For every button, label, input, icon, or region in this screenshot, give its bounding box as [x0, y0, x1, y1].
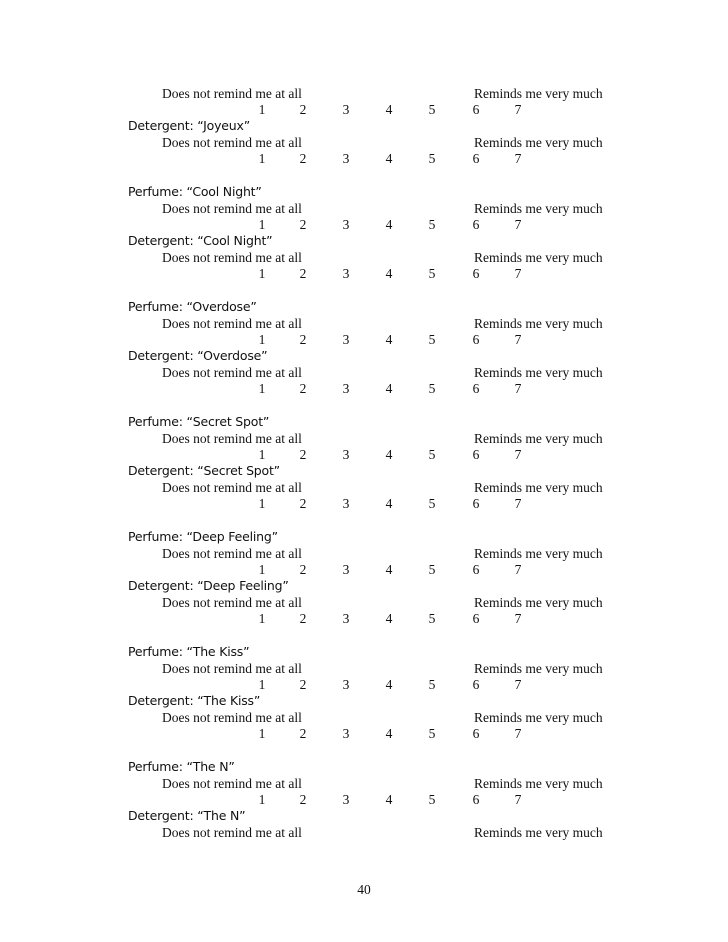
- scale-point-4[interactable]: 4: [385, 677, 393, 692]
- scale-point-7[interactable]: 7: [514, 562, 522, 577]
- scale-point-4[interactable]: 4: [385, 447, 393, 462]
- scale-row: [0, 217, 728, 233]
- scale-point-4[interactable]: 4: [385, 611, 393, 626]
- scale-point-5[interactable]: 5: [428, 611, 436, 626]
- item-label: Perfume: “The Kiss”: [128, 644, 250, 659]
- anchor-row: [0, 250, 728, 266]
- scale-point-3[interactable]: 3: [342, 266, 350, 281]
- scale-point-4[interactable]: 4: [385, 102, 393, 117]
- scale-point-3[interactable]: 3: [342, 332, 350, 347]
- left-anchor-text: Does not remind me at all: [162, 365, 302, 380]
- scale-point-4[interactable]: 4: [385, 217, 393, 232]
- scale-point-7[interactable]: 7: [514, 151, 522, 166]
- scale-point-7[interactable]: 7: [514, 792, 522, 807]
- scale-point-7[interactable]: 7: [514, 102, 522, 117]
- scale-point-6[interactable]: 6: [472, 792, 480, 807]
- scale-point-7[interactable]: 7: [514, 496, 522, 511]
- item-label: Perfume: “Cool Night”: [128, 184, 262, 199]
- scale-row: [0, 792, 728, 808]
- anchor-row: [0, 431, 728, 447]
- scale-point-6[interactable]: 6: [472, 381, 480, 396]
- right-anchor-text: Reminds me very much: [474, 825, 603, 840]
- scale-row: [0, 266, 728, 282]
- item-label: Perfume: “Overdose”: [128, 299, 257, 314]
- scale-row: [0, 562, 728, 578]
- scale-point-2[interactable]: 2: [299, 217, 307, 232]
- scale-point-7[interactable]: 7: [514, 611, 522, 626]
- item-label-row: [0, 414, 728, 430]
- scale-point-6[interactable]: 6: [472, 266, 480, 281]
- anchor-row: [0, 661, 728, 677]
- item-label-row: [0, 644, 728, 660]
- item-label: Detergent: “Overdose”: [128, 348, 268, 363]
- right-anchor-text: Reminds me very much: [474, 546, 603, 561]
- scale-point-4[interactable]: 4: [385, 562, 393, 577]
- scale-point-2[interactable]: 2: [299, 381, 307, 396]
- left-anchor-text: Does not remind me at all: [162, 825, 302, 840]
- right-anchor-text: Reminds me very much: [474, 661, 603, 676]
- right-anchor-text: Reminds me very much: [474, 480, 603, 495]
- scale-point-5[interactable]: 5: [428, 792, 436, 807]
- scale-row: [0, 496, 728, 512]
- anchor-row: [0, 480, 728, 496]
- left-anchor-text: Does not remind me at all: [162, 661, 302, 676]
- scale-point-1[interactable]: 1: [258, 332, 266, 347]
- scale-point-2[interactable]: 2: [299, 102, 307, 117]
- anchor-row: [0, 710, 728, 726]
- scale-point-6[interactable]: 6: [472, 217, 480, 232]
- scale-point-3[interactable]: 3: [342, 792, 350, 807]
- scale-row: [0, 447, 728, 463]
- scale-point-7[interactable]: 7: [514, 447, 522, 462]
- scale-point-1[interactable]: 1: [258, 792, 266, 807]
- scale-point-1[interactable]: 1: [258, 102, 266, 117]
- right-anchor-text: Reminds me very much: [474, 776, 603, 791]
- scale-point-7[interactable]: 7: [514, 726, 522, 741]
- scale-point-6[interactable]: 6: [472, 332, 480, 347]
- scale-point-5[interactable]: 5: [428, 266, 436, 281]
- left-anchor-text: Does not remind me at all: [162, 595, 302, 610]
- right-anchor-text: Reminds me very much: [474, 365, 603, 380]
- item-label: Perfume: “Deep Feeling”: [128, 529, 278, 544]
- anchor-row: [0, 365, 728, 381]
- right-anchor-text: Reminds me very much: [474, 250, 603, 265]
- left-anchor-text: Does not remind me at all: [162, 776, 302, 791]
- scale-point-3[interactable]: 3: [342, 381, 350, 396]
- anchor-row: [0, 135, 728, 151]
- anchor-row: [0, 546, 728, 562]
- scale-point-5[interactable]: 5: [428, 217, 436, 232]
- scale-point-4[interactable]: 4: [385, 151, 393, 166]
- left-anchor-text: Does not remind me at all: [162, 135, 302, 150]
- scale-point-6[interactable]: 6: [472, 677, 480, 692]
- item-label: Detergent: “Joyeux”: [128, 118, 250, 133]
- scale-point-7[interactable]: 7: [514, 266, 522, 281]
- scale-point-6[interactable]: 6: [472, 562, 480, 577]
- right-anchor-text: Reminds me very much: [474, 135, 603, 150]
- scale-point-3[interactable]: 3: [342, 447, 350, 462]
- scale-point-1[interactable]: 1: [258, 151, 266, 166]
- scale-point-6[interactable]: 6: [472, 496, 480, 511]
- item-label-row: [0, 578, 728, 594]
- scale-point-3[interactable]: 3: [342, 611, 350, 626]
- scale-point-1[interactable]: 1: [258, 726, 266, 741]
- page-number: 40: [357, 882, 371, 897]
- scale-point-5[interactable]: 5: [428, 726, 436, 741]
- scale-point-2[interactable]: 2: [299, 151, 307, 166]
- scale-point-1[interactable]: 1: [258, 611, 266, 626]
- item-label-row: [0, 463, 728, 479]
- left-anchor-text: Does not remind me at all: [162, 431, 302, 446]
- scale-row: [0, 102, 728, 118]
- scale-point-6[interactable]: 6: [472, 611, 480, 626]
- item-label-row: [0, 118, 728, 134]
- right-anchor-text: Reminds me very much: [474, 86, 603, 101]
- left-anchor-text: Does not remind me at all: [162, 316, 302, 331]
- right-anchor-text: Reminds me very much: [474, 710, 603, 725]
- scale-point-6[interactable]: 6: [472, 102, 480, 117]
- scale-point-1[interactable]: 1: [258, 381, 266, 396]
- scale-point-2[interactable]: 2: [299, 792, 307, 807]
- left-anchor-text: Does not remind me at all: [162, 480, 302, 495]
- scale-row: [0, 611, 728, 627]
- scale-point-3[interactable]: 3: [342, 102, 350, 117]
- item-label: Detergent: “The Kiss”: [128, 693, 261, 708]
- scale-point-4[interactable]: 4: [385, 792, 393, 807]
- scale-point-7[interactable]: 7: [514, 677, 522, 692]
- scale-point-5[interactable]: 5: [428, 496, 436, 511]
- item-label-row: [0, 529, 728, 545]
- item-label: Detergent: “Deep Feeling”: [128, 578, 289, 593]
- item-label-row: [0, 759, 728, 775]
- scale-row: [0, 726, 728, 742]
- scale-point-4[interactable]: 4: [385, 381, 393, 396]
- scale-point-6[interactable]: 6: [472, 151, 480, 166]
- anchor-row: [0, 201, 728, 217]
- scale-point-1[interactable]: 1: [258, 677, 266, 692]
- scale-point-2[interactable]: 2: [299, 496, 307, 511]
- scale-point-2[interactable]: 2: [299, 562, 307, 577]
- scale-point-3[interactable]: 3: [342, 562, 350, 577]
- item-label-row: [0, 348, 728, 364]
- item-label: Detergent: “The N”: [128, 808, 246, 823]
- scale-point-2[interactable]: 2: [299, 266, 307, 281]
- scale-point-5[interactable]: 5: [428, 102, 436, 117]
- item-label-row: [0, 233, 728, 249]
- scale-row: [0, 151, 728, 167]
- left-anchor-text: Does not remind me at all: [162, 86, 302, 101]
- scale-point-4[interactable]: 4: [385, 266, 393, 281]
- scale-point-5[interactable]: 5: [428, 332, 436, 347]
- scale-point-7[interactable]: 7: [514, 332, 522, 347]
- item-label: Detergent: “Secret Spot”: [128, 463, 280, 478]
- scale-point-2[interactable]: 2: [299, 447, 307, 462]
- left-anchor-text: Does not remind me at all: [162, 250, 302, 265]
- scale-point-1[interactable]: 1: [258, 266, 266, 281]
- scale-point-1[interactable]: 1: [258, 447, 266, 462]
- scale-point-3[interactable]: 3: [342, 677, 350, 692]
- scale-point-5[interactable]: 5: [428, 447, 436, 462]
- scale-point-5[interactable]: 5: [428, 562, 436, 577]
- scale-row: [0, 332, 728, 348]
- item-label-row: [0, 184, 728, 200]
- item-label-row: [0, 693, 728, 709]
- left-anchor-text: Does not remind me at all: [162, 201, 302, 216]
- scale-point-1[interactable]: 1: [258, 496, 266, 511]
- anchor-row: [0, 316, 728, 332]
- scale-point-4[interactable]: 4: [385, 332, 393, 347]
- item-label: Perfume: “The N”: [128, 759, 235, 774]
- right-anchor-text: Reminds me very much: [474, 316, 603, 331]
- scale-point-4[interactable]: 4: [385, 726, 393, 741]
- scale-point-7[interactable]: 7: [514, 217, 522, 232]
- anchor-row: [0, 595, 728, 611]
- scale-point-2[interactable]: 2: [299, 677, 307, 692]
- anchor-row: [0, 776, 728, 792]
- scale-point-5[interactable]: 5: [428, 677, 436, 692]
- scale-row: [0, 677, 728, 693]
- left-anchor-text: Does not remind me at all: [162, 546, 302, 561]
- anchor-row: [0, 86, 728, 102]
- scale-point-1[interactable]: 1: [258, 562, 266, 577]
- right-anchor-text: Reminds me very much: [474, 595, 603, 610]
- scale-point-5[interactable]: 5: [428, 381, 436, 396]
- item-label: Detergent: “Cool Night”: [128, 233, 273, 248]
- scale-point-3[interactable]: 3: [342, 151, 350, 166]
- item-label: Perfume: “Secret Spot”: [128, 414, 270, 429]
- scale-point-2[interactable]: 2: [299, 332, 307, 347]
- item-label-row: [0, 299, 728, 315]
- scale-point-1[interactable]: 1: [258, 217, 266, 232]
- scale-point-7[interactable]: 7: [514, 381, 522, 396]
- item-label-row: [0, 808, 728, 824]
- scale-point-6[interactable]: 6: [472, 726, 480, 741]
- anchor-row: [0, 825, 728, 841]
- scale-point-3[interactable]: 3: [342, 217, 350, 232]
- scale-point-5[interactable]: 5: [428, 151, 436, 166]
- scale-point-6[interactable]: 6: [472, 447, 480, 462]
- scale-point-3[interactable]: 3: [342, 726, 350, 741]
- right-anchor-text: Reminds me very much: [474, 431, 603, 446]
- scale-point-2[interactable]: 2: [299, 611, 307, 626]
- scale-row: [0, 381, 728, 397]
- left-anchor-text: Does not remind me at all: [162, 710, 302, 725]
- scale-point-3[interactable]: 3: [342, 496, 350, 511]
- scale-point-4[interactable]: 4: [385, 496, 393, 511]
- right-anchor-text: Reminds me very much: [474, 201, 603, 216]
- scale-point-2[interactable]: 2: [299, 726, 307, 741]
